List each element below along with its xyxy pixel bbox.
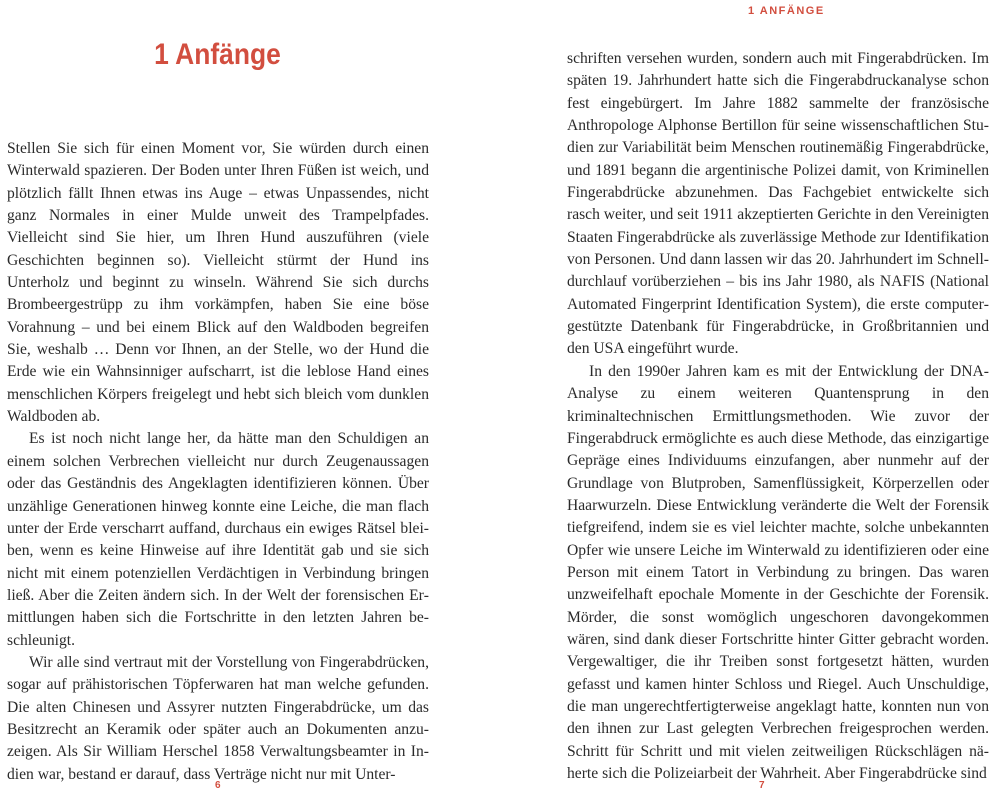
paragraph: Es ist noch nicht lange her, da hätte man den Schuldigen an einem solchen Verbrechen vielleicht nur durch Zeugenaussagen oder das Geständnis des Angeklagten identifizieren können. Über unzählige Generationen hinweg konnte eine Leiche, die man flach unter der Erde verscharrt auffand, durchaus ein ewiges Rätsel bleiben, wenn es keine Hinweise auf ihre Identität gab und sie sich nicht mit einem potenziellen Verdächtigen in Verbindung bringen ließ. Aber die Zeiten ändern sich. In der Welt der forensischen Ermittlungen haben sich die Fortschritte in den letzten Jahren beschleunigt. xyxy=(7,430,429,649)
left-page-body xyxy=(7,138,429,786)
paragraph: In den 1990er Jahren kam es mit der Entwicklung der DNA-Analyse zu einem weiteren Quantensprung in den kriminaltechnischen Ermittlungsmethoden. Wie zuvor der Fingerabdruck ermöglichte es auch diese Methode, das einzigartige Gepräge eines Individuums einzufangen, aber nunmehr auf der Grundlage von Blutproben, Samenflüssigkeit, Körperzellen oder Haarwurzeln. Diese Entwicklung veränderte die Welt der Forensik tiefgreifend, indem sie es viel leichter machte, solche unbekannten Opfer wie unsere Leiche im Winterwald zu identifizieren oder eine Person mit einem Tatort in Verbindung zu bringen. Das waren unzweifelhaft epochale Momente in der Geschichte der Forensik. Mörder, die sonst womöglich ungeschoren davongekommen wären, sind dank dieser Fortschritte hinter Gitter gebracht worden. Vergewaltiger, die ihr Treiben sonst fortgesetzt hätten, wurden gefasst und kamen hinter Schloss und Riegel. Auch Unschuldige, die man ungerechtfertigterweise angeklagt hatte, konnten nun von den ihnen zur Last gelegten Verbrechen freigesprochen werden. Schritt für Schritt und mit vielen zeitweiligen Rückschlägen näherte sich die Polizeiarbeit der Wahrheit. Aber Fingerabdrücke sind xyxy=(567,362,989,782)
running-head: 1 ANFÄNGE xyxy=(748,5,825,17)
chapter-title: 1 Anfänge xyxy=(154,38,281,71)
right-page-body xyxy=(567,48,989,785)
paragraph: Stellen Sie sich für einen Moment vor, Sie würden durch einen Winterwald spazieren. Der Boden unter Ihren Füßen ist weich, und plötzlich fällt Ihnen etwas ins Auge – etwas Unpassendes, nicht ganz Normales in einer Mulde unweit des Trampelpfades. Vielleicht sind Sie hier, um Ihren Hund auszuführen (viele Geschichten beginnen so). Vielleicht stürmt der Hund ins Unterholz und beginnt zu winseln. Während Sie sich durchs Brombeergestrüpp zu ihm vorkämpfen, haben Sie eine böse Vorahnung – und bei einem Blick auf den Waldboden begreifen Sie, weshalb … Denn vor Ihnen, an der Stelle, wo der Hund die Erde wie ein Wahnsinniger aufscharrt, ist die leblose Hand eines menschlichen Körpers freigelegt und hebt sich bleich vom dunklen Waldboden ab. xyxy=(7,140,429,426)
paragraph: Wir alle sind vertraut mit der Vorstellung von Fingerabdrücken, sogar auf prähistorischen Töpferwaren hat man welche gefunden. Die alten Chinesen und Assyrer nutzten Fingerabdrücke, um das Besitzrecht an Keramik oder später auch an Dokumenten anzuzeigen. Als Sir William Herschel 1858 Verwaltungsbeamter in Indien war, bestand er darauf, dass Verträge nicht nur mit Unter- xyxy=(7,653,429,783)
page-number-right: 7 xyxy=(759,780,765,791)
page-number-left: 6 xyxy=(215,780,221,791)
paragraph-continuation: schriften versehen wurden, sondern auch mit Fingerabdrücken. Im späten 19. Jahrhundert hatte sich die Fingerabdruckanalyse schon fest eingebürgert. Im Jahre 1882 sammelte der französische Anthropologe Alphonse Bertillon für seine wissenschaftlichen Studien zur Variabilität beim Menschen routinemäßig Fingerabdrücke, und 1891 begann die argentinische Polizei damit, von Kriminellen Fingerabdrücke abzunehmen. Das Fachgebiet entwickelte sich rasch weiter, und seit 1911 akzeptierten Gerichte in den Vereinigten Staaten Fingerabdrücke als zuverlässige Methode zur Identifikation von Personen. Und dann lassen wir das 20. Jahrhundert im Schnelldurchlauf vorüberziehen – bis ins Jahr 1980, als NAFIS (National Automated Fingerprint Identification System), die erste computergestützte Datenbank für Fingerabdrücke, in Großbritannien und den USA eingeführt wurde. xyxy=(567,50,989,358)
